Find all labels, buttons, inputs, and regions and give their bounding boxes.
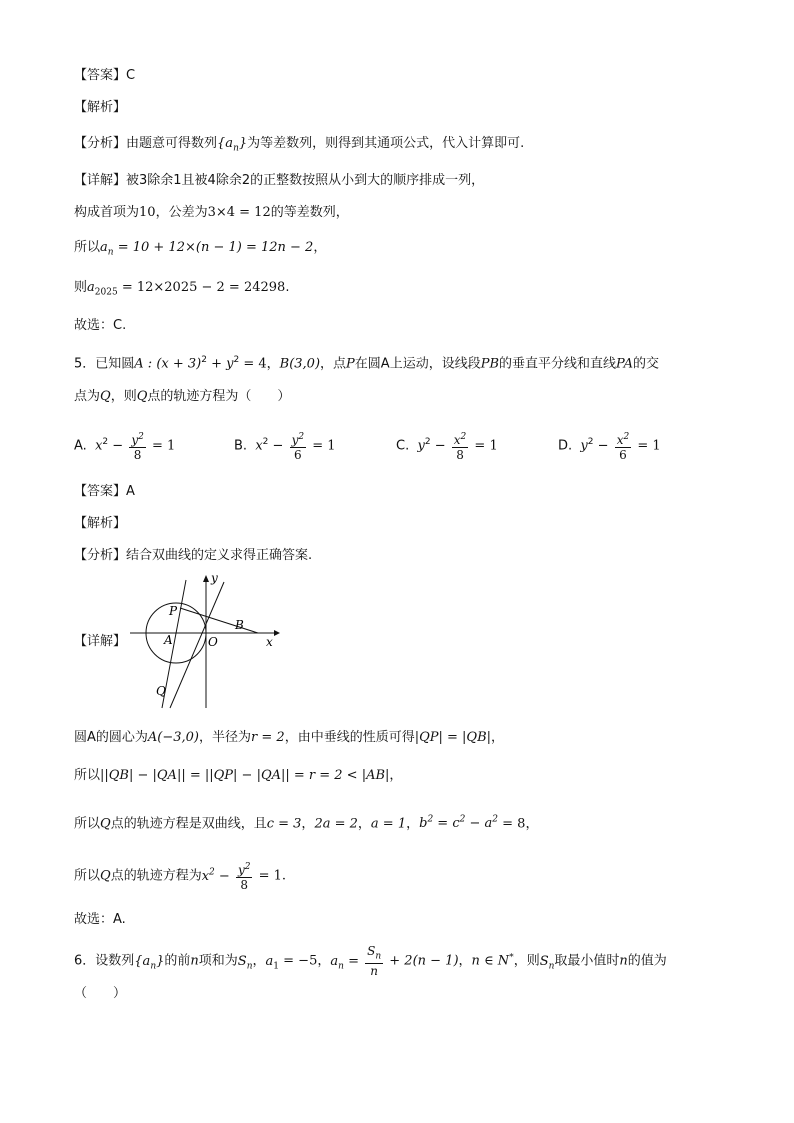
q4-detail-line2: 构成首项为10，公差为3×4 = 12的等差数列， <box>74 205 349 220</box>
segment-pb <box>180 608 258 633</box>
label-q: Q <box>156 684 166 698</box>
x-axis-arrow-icon <box>274 630 280 636</box>
answer-value: A <box>126 484 135 499</box>
q4-answer-line <box>74 66 135 86</box>
q5-stem-line2: 点为Q，则Q点的轨迹方程为（ ） <box>74 389 291 404</box>
label-x: x <box>266 635 273 649</box>
q4-fenxi-line: 【分析】由题意可得数列$\{a_n\}$为等差数列，则得到其通项公式，代入计算即可. <box>74 136 525 154</box>
answer-value: C <box>126 68 136 83</box>
q4-analysis-tag: 【解析】 <box>74 100 127 115</box>
q5-option-b[interactable]: B. $x^2$ − $\frac{y^2}{6}$ = 1 <box>234 432 336 462</box>
q5-solution-line3: 所以Q点的轨迹方程是双曲线，且c = 3，2a = 2，a = 1，$b^2 = c^2 - a^2 = 8$， <box>74 815 539 832</box>
q5-stem-line1: 5．已知圆A : $(x + 3)^2 + y^2 = 4$，B(3,0)，点P在圆A上运动，设线段PB的垂直平分线和直线PA的交 <box>74 355 659 372</box>
q4-detail-line4: 则$a_{2025} = 12\times 2025 - 2 = 24298$. <box>74 280 290 298</box>
q5-solution-line4: 所以Q点的轨迹方程为$x^2$ − $\frac{y^2}{8}$ = 1. <box>74 862 287 892</box>
hyperbola-figure <box>124 570 284 710</box>
q5-fenxi-line: 【分析】结合双曲线的定义求得正确答案. <box>74 548 313 563</box>
q6-stem-line1: 6．设数列$\{a_n\}$的前n项和为$S_n$，$a_1 = -5$，$a_n$ = $\frac{S_n}{n}$ + 2(n − 1)，n ∈ N*，则$S_n$取最小值时n的值为 <box>74 944 667 979</box>
q6-stem-line2: （ ） <box>74 986 127 1001</box>
label-y: y <box>211 571 218 585</box>
q5-detail-tag: 【详解】 <box>74 634 127 649</box>
sequence-an: $\{a_n\}$ <box>217 136 248 154</box>
label-p: P <box>169 604 178 618</box>
q5-option-c[interactable]: C. $y^2$ − $\frac{x^2}{8}$ = 1 <box>396 432 498 462</box>
q4-detail-line1: 【详解】被3除余1且被4除余2的正整数按照从小到大的顺序排成一列， <box>74 173 485 188</box>
q5-solution-line1: 圆A的圆心为A(−3,0)，半径为r = 2，由中垂线的性质可得|QP| = |QB|， <box>74 730 505 745</box>
answer-tag: 【答案】 <box>74 68 127 83</box>
label-o: O <box>208 635 218 649</box>
q5-solution-line2: 所以||QB| − |QA|| = ||QP| − |QA|| = r = 2 < |AB|， <box>74 768 403 783</box>
q4-choose: 故选：C. <box>74 318 127 333</box>
q5-option-d[interactable]: D. $y^2$ − $\frac{x^2}{6}$ = 1 <box>558 432 661 462</box>
label-a: A <box>164 633 173 647</box>
y-axis-arrow-icon <box>203 575 209 582</box>
q5-analysis-tag: 【解析】 <box>74 516 127 531</box>
q4-detail-line3: 所以$a_n = 10 + 12\times(n - 1) = 12n - 2$， <box>74 240 327 258</box>
q5-choose: 故选：A. <box>74 912 126 927</box>
q5-option-a[interactable]: A. $x^2$ − $\frac{y^2}{8}$ = 1 <box>74 432 176 462</box>
q5-answer-line: 【答案】A <box>74 484 135 499</box>
label-b: B <box>235 618 244 632</box>
